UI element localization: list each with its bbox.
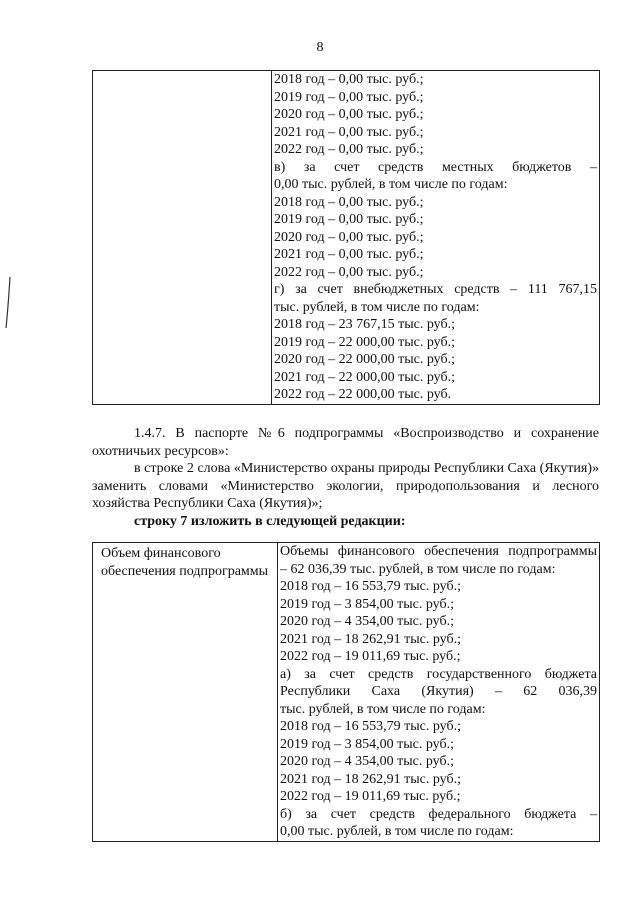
table-line: 2019 год – 22 000,00 тыс. руб.; bbox=[274, 334, 455, 350]
table-line: 2022 год – 19 011,69 тыс. руб.; bbox=[280, 649, 461, 664]
table-row bbox=[93, 543, 600, 842]
table-line: 2021 год – 18 262,91 тыс. руб.; bbox=[280, 771, 461, 787]
paragraph-new-wording-text: строку 7 изложить в следующей редакции: bbox=[134, 514, 406, 529]
table-line: г) за счет внебюджетных средств – 111 767,15 bbox=[274, 282, 597, 297]
table-line: 2018 год – 0,00 тыс. руб.; bbox=[274, 194, 424, 210]
table-line: 2020 год – 4 354,00 тыс. руб.; bbox=[280, 754, 454, 769]
table-row bbox=[93, 71, 600, 405]
table-line: – 62 036,39 тыс. рублей, в том числе по годам: bbox=[280, 561, 556, 577]
table-line: 0,00 тыс. рублей, в том числе по годам: bbox=[274, 177, 508, 192]
table-label-cell: Объем финансового обеспечения подпрограммы bbox=[93, 543, 278, 842]
paragraph-replace-words: в строке 2 слова «Министерство охраны природы Республики Саха (Якутия)» заменить словами «Министерство экологии, природопользования и лесного хозяйства Республики Саха (Якутия)»; bbox=[92, 461, 599, 511]
table-line: тыс. рублей, в том числе по годам: bbox=[280, 701, 486, 717]
table-line: 2021 год – 22 000,00 тыс. руб.; bbox=[274, 369, 455, 385]
margin-pen-mark bbox=[0, 275, 20, 330]
table-line: б) за счет средств федерального бюджета – bbox=[280, 806, 597, 822]
paragraph-subprogram-passport: 1.4.7. В паспорте №6 подпрограммы «Воспроизводство и сохранение охотничьих ресурсов»: bbox=[92, 426, 599, 459]
table-line: 2018 год – 23 767,15 тыс. руб.; bbox=[274, 317, 455, 332]
table-line: а) за счет средств государственного бюджета bbox=[280, 666, 597, 682]
table-value-lines bbox=[274, 71, 597, 404]
table-line: 2020 год – 0,00 тыс. руб.; bbox=[274, 229, 424, 245]
table-line: 2022 год – 19 011,69 тыс. руб.; bbox=[280, 789, 461, 804]
table-line: 2019 год – 0,00 тыс. руб.; bbox=[274, 212, 424, 227]
table-line: 2020 год – 0,00 тыс. руб.; bbox=[274, 107, 424, 122]
table-line: 2020 год – 4 354,00 тыс. руб.; bbox=[280, 614, 454, 629]
table-line: 2018 год – 16 553,79 тыс. руб.; bbox=[280, 579, 461, 594]
table-line: 2022 год – 0,00 тыс. руб.; bbox=[274, 142, 424, 157]
table-line: 2021 год – 18 262,91 тыс. руб.; bbox=[280, 631, 461, 647]
table-value-cell bbox=[272, 71, 600, 405]
table-line: Объемы финансового обеспечения подпрограммы bbox=[280, 544, 597, 559]
table-line: 2021 год – 0,00 тыс. руб.; bbox=[274, 247, 424, 262]
table-line: 2018 год – 0,00 тыс. руб.; bbox=[274, 72, 424, 87]
table-line: 2020 год – 22 000,00 тыс. руб.; bbox=[274, 352, 455, 367]
table-line: Республики Саха (Якутия) – 62 036,39 bbox=[280, 684, 597, 699]
table-line: тыс. рублей, в том числе по годам: bbox=[274, 299, 480, 315]
financing-table-row7 bbox=[92, 542, 600, 842]
table-value-cell bbox=[278, 543, 600, 842]
table-line: 2021 год – 0,00 тыс. руб.; bbox=[274, 124, 424, 140]
table-line: 2022 год – 22 000,00 тыс. руб. bbox=[274, 387, 452, 402]
table-line: 0,00 тыс. рублей, в том числе по годам: bbox=[280, 824, 514, 839]
table-line: 2022 год – 0,00 тыс. руб.; bbox=[274, 264, 424, 280]
table-line: в) за счет средств местных бюджетов – bbox=[274, 159, 597, 175]
paragraph-new-wording bbox=[92, 513, 599, 531]
table-line: 2019 год – 0,00 тыс. руб.; bbox=[274, 89, 424, 105]
page-number: 8 bbox=[316, 40, 324, 55]
table-line: 2019 год – 3 854,00 тыс. руб.; bbox=[280, 596, 454, 612]
table-value-lines bbox=[280, 543, 597, 841]
table-label-cell-empty bbox=[93, 71, 272, 405]
financing-table-continued bbox=[92, 70, 600, 405]
table-line: 2019 год – 3 854,00 тыс. руб.; bbox=[280, 736, 454, 752]
table-line: 2018 год – 16 553,79 тыс. руб.; bbox=[280, 719, 461, 734]
